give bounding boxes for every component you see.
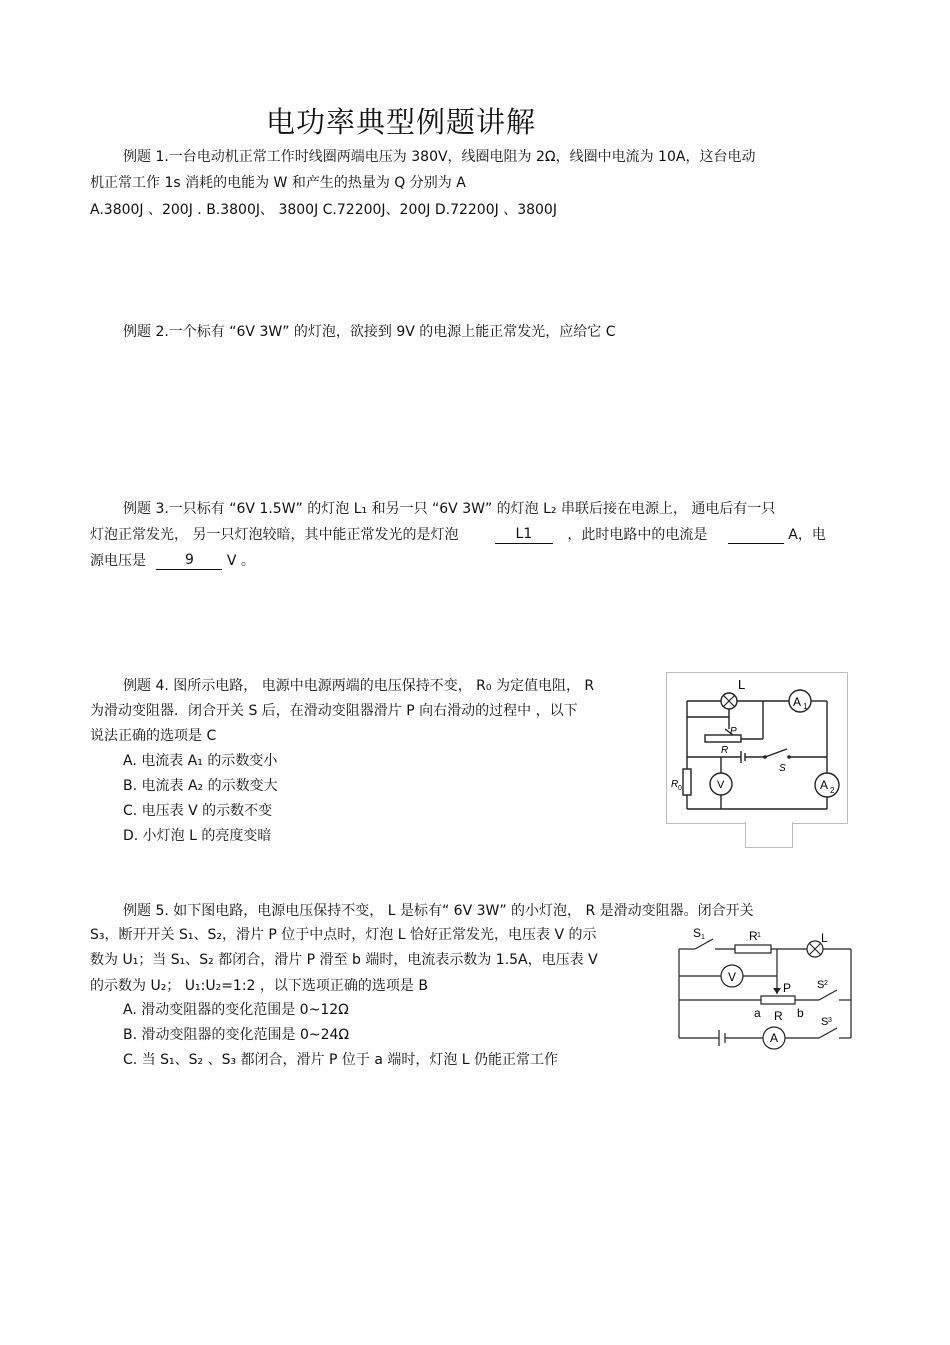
q1-line1: 例题 1.一台电动机正常工作时线圈两端电压为 380V，线圈电阻为 2Ω，线圈中电流为 10A，这台电动 <box>123 149 756 165</box>
q3-blank-voltage: 9 <box>156 552 222 570</box>
q3-line3-text-b: V 。 <box>226 553 255 569</box>
q4-label-L: L <box>738 677 746 692</box>
q3-line3-text-a: 源电压是 <box>90 553 146 569</box>
q4-label-A1: A <box>793 695 802 709</box>
q4-option-a: A. 电流表 A₁ 的示数变小 <box>123 753 278 769</box>
page-title: 电功率典型例题讲解 <box>266 105 537 139</box>
q5-label-S2-sub: 2 <box>824 980 828 987</box>
q5-label-R: R <box>774 1009 783 1023</box>
q3-line2 <box>90 524 826 544</box>
q1-options: A.3800J 、200J . B.3800J、 3800J C.72200J、200J D.72200J 、3800J <box>90 202 557 218</box>
q3-blank-current <box>728 526 784 544</box>
q5-label-S3-sub: 3 <box>828 1017 832 1024</box>
q4-option-d: D. 小灯泡 L 的亮度变暗 <box>123 828 272 844</box>
q3-line2-text-b: ，此时电路中的电流是 <box>567 527 708 543</box>
q4-label-A2-sub: 2 <box>830 786 835 795</box>
q4-label-P: P <box>730 726 737 737</box>
q4-label-R0-sub: 0 <box>678 785 682 792</box>
q4-circuit-svg <box>667 673 847 823</box>
q5-line1: 例题 5. 如下图电路，电源电压保持不变， L 是标有“ 6V 3W” 的小灯泡， R 是滑动变阻器。闭合开关 <box>123 903 754 919</box>
q5-label-S3: S <box>821 1016 829 1028</box>
q4-label-R0: R <box>671 779 679 790</box>
q4-figure-tab <box>745 822 793 848</box>
q4-label-A1-sub: 1 <box>803 702 808 711</box>
q5-label-S1: S <box>693 926 702 940</box>
q5-circuit-figure <box>673 924 857 1054</box>
q5-label-S1-sub: 1 <box>701 934 705 941</box>
q4-line1: 例题 4. 图所示电路， 电源中电源两端的电压保持不变， R₀ 为定值电阻， R <box>123 678 595 694</box>
q5-circuit-svg <box>673 924 857 1054</box>
q4-option-b: B. 电流表 A₂ 的示数变大 <box>123 778 278 794</box>
q4-label-A2: A <box>820 778 829 792</box>
q4-label-V: V <box>717 779 725 791</box>
q5-option-b: B. 滑动变阻器的变化范围是 0~24Ω <box>123 1027 350 1043</box>
q5-label-P: P <box>783 981 792 995</box>
q5-label-R1: R <box>749 929 758 943</box>
q5-label-A: A <box>770 1031 779 1045</box>
q5-label-a: a <box>754 1006 761 1020</box>
q5-label-V: V <box>728 970 737 984</box>
q4-option-c: C. 电压表 V 的示数不变 <box>123 803 273 819</box>
q5-option-c: C. 当 S₁、S₂ 、S₃ 都闭合，滑片 P 位于 a 端时，灯泡 L 仍能正常工作 <box>123 1052 559 1068</box>
q5-label-S2: S <box>817 979 825 991</box>
q3-line1: 例题 3.一只标有 “6V 1.5W” 的灯泡 L₁ 和另一只 “6V 3W” 的灯泡 L₂ 串联后接在电源上， 通电后有一只 <box>123 501 776 517</box>
q5-label-L: L <box>821 931 828 945</box>
q1-line2: 机正常工作 1s 消耗的电能为 W 和产生的热量为 Q 分别为 A <box>90 175 466 191</box>
q3-blank-lamp: L1 <box>495 526 553 544</box>
q3-line2-text-a: 灯泡正常发光， 另一只灯泡较暗，其中能正常发光的是灯泡 <box>90 527 459 543</box>
q4-label-R: R <box>721 745 729 756</box>
q5-line4: 的示数为 U₂； U₁:U₂=1:2 ，以下选项正确的选项是 B <box>90 978 428 994</box>
q4-circuit-figure <box>666 672 848 824</box>
q3-line3 <box>90 550 255 570</box>
q4-label-S: S <box>779 763 786 774</box>
q4-line3: 说法正确的选项是 C <box>90 728 217 744</box>
q5-line3: 数为 U₁；当 S₁、S₂ 都闭合，滑片 P 滑至 b 端时，电流表示数为 1.5A，电压表 V <box>90 952 598 968</box>
q5-option-a: A. 滑动变阻器的变化范围是 0~12Ω <box>123 1002 349 1018</box>
q4-line2: 为滑动变阻器．闭合开关 S 后，在滑动变阻器滑片 P 向右滑动的过程中 ，以下 <box>90 703 578 719</box>
q5-label-R1-sub: 1 <box>757 932 761 939</box>
q5-label-b: b <box>797 1006 804 1020</box>
q2-line1: 例题 2.一个标有 “6V 3W” 的灯泡，欲接到 9V 的电源上能正常发光，应给它 C <box>123 324 616 340</box>
q3-line2-text-c: A，电 <box>788 527 826 543</box>
q5-line2: S₃，断开开关 S₁、S₂，滑片 P 位于中点时，灯泡 L 恰好正常发光，电压表 V 的示 <box>90 927 597 943</box>
